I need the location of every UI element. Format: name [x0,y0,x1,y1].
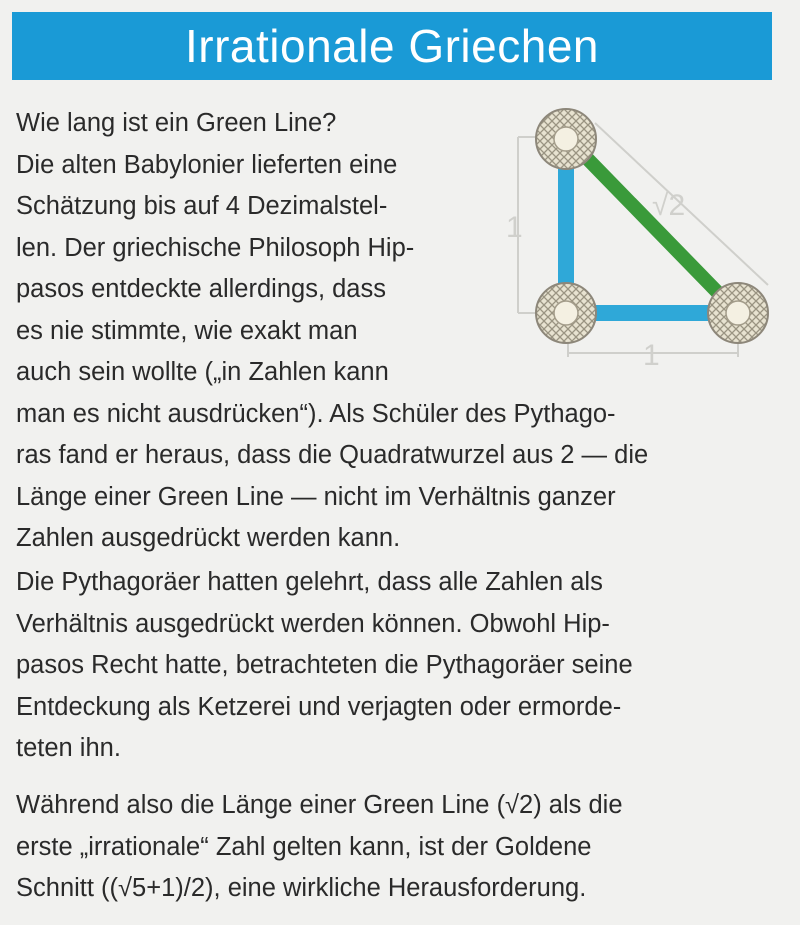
text-line: Entdeckung als Ketzerei und verjagten oder ermorde- [16,692,622,721]
text-line: Während also die Länge einer Green Line (√2) als die [16,791,623,819]
paragraph-1 [16,103,648,560]
text-line: Wie lang ist ein Green Line? [16,109,337,137]
text-line: ras fand er heraus, dass die Quadratwurzel aus 2 — die [16,441,649,469]
text-line: Schätzung bis auf 4 Dezimalstel- [16,192,388,220]
text-line: es nie stimmte, wie exakt man [16,316,358,345]
title-banner [12,12,772,80]
paragraph-2 [16,562,633,770]
text-line: auch sein wollte („in Zahlen kann [16,358,389,386]
text-line: man es nicht ausdrücken“). Als Schüler des Pythago- [16,399,616,428]
text-line: teten ihn. [16,734,121,762]
vertical-length-label: 1 [506,211,523,244]
text-line: pasos entdeckte allerdings, dass [16,275,386,303]
horizontal-length-label: 1 [643,339,660,372]
node-bottom-right [708,283,768,343]
text-line: Schnitt ((√5+1)/2), eine wirkliche Herausforderung. [16,874,587,902]
diagonal-length-label: √2 [652,189,686,222]
text-line: Die alten Babylonier lieferten eine [16,150,398,179]
page-title: Irrationale Griechen [185,20,599,72]
text-line: Die Pythagoräer hatten gelehrt, dass alle Zahlen als [16,568,603,596]
text-line: Verhältnis ausgedrückt werden können. Obwohl Hip- [16,609,610,638]
paragraph-3 [16,785,623,910]
text-line: erste „irrationale“ Zahl gelten kann, ist der Goldene [16,832,592,861]
text-line: Zahlen ausgedrückt werden kann. [16,524,401,552]
text-line: len. Der griechische Philosoph Hip- [16,233,415,262]
text-line: pasos Recht hatte, betrachteten die Pythagoräer seine [16,651,633,679]
text-line: Länge einer Green Line — nicht im Verhältnis ganzer [16,482,616,511]
